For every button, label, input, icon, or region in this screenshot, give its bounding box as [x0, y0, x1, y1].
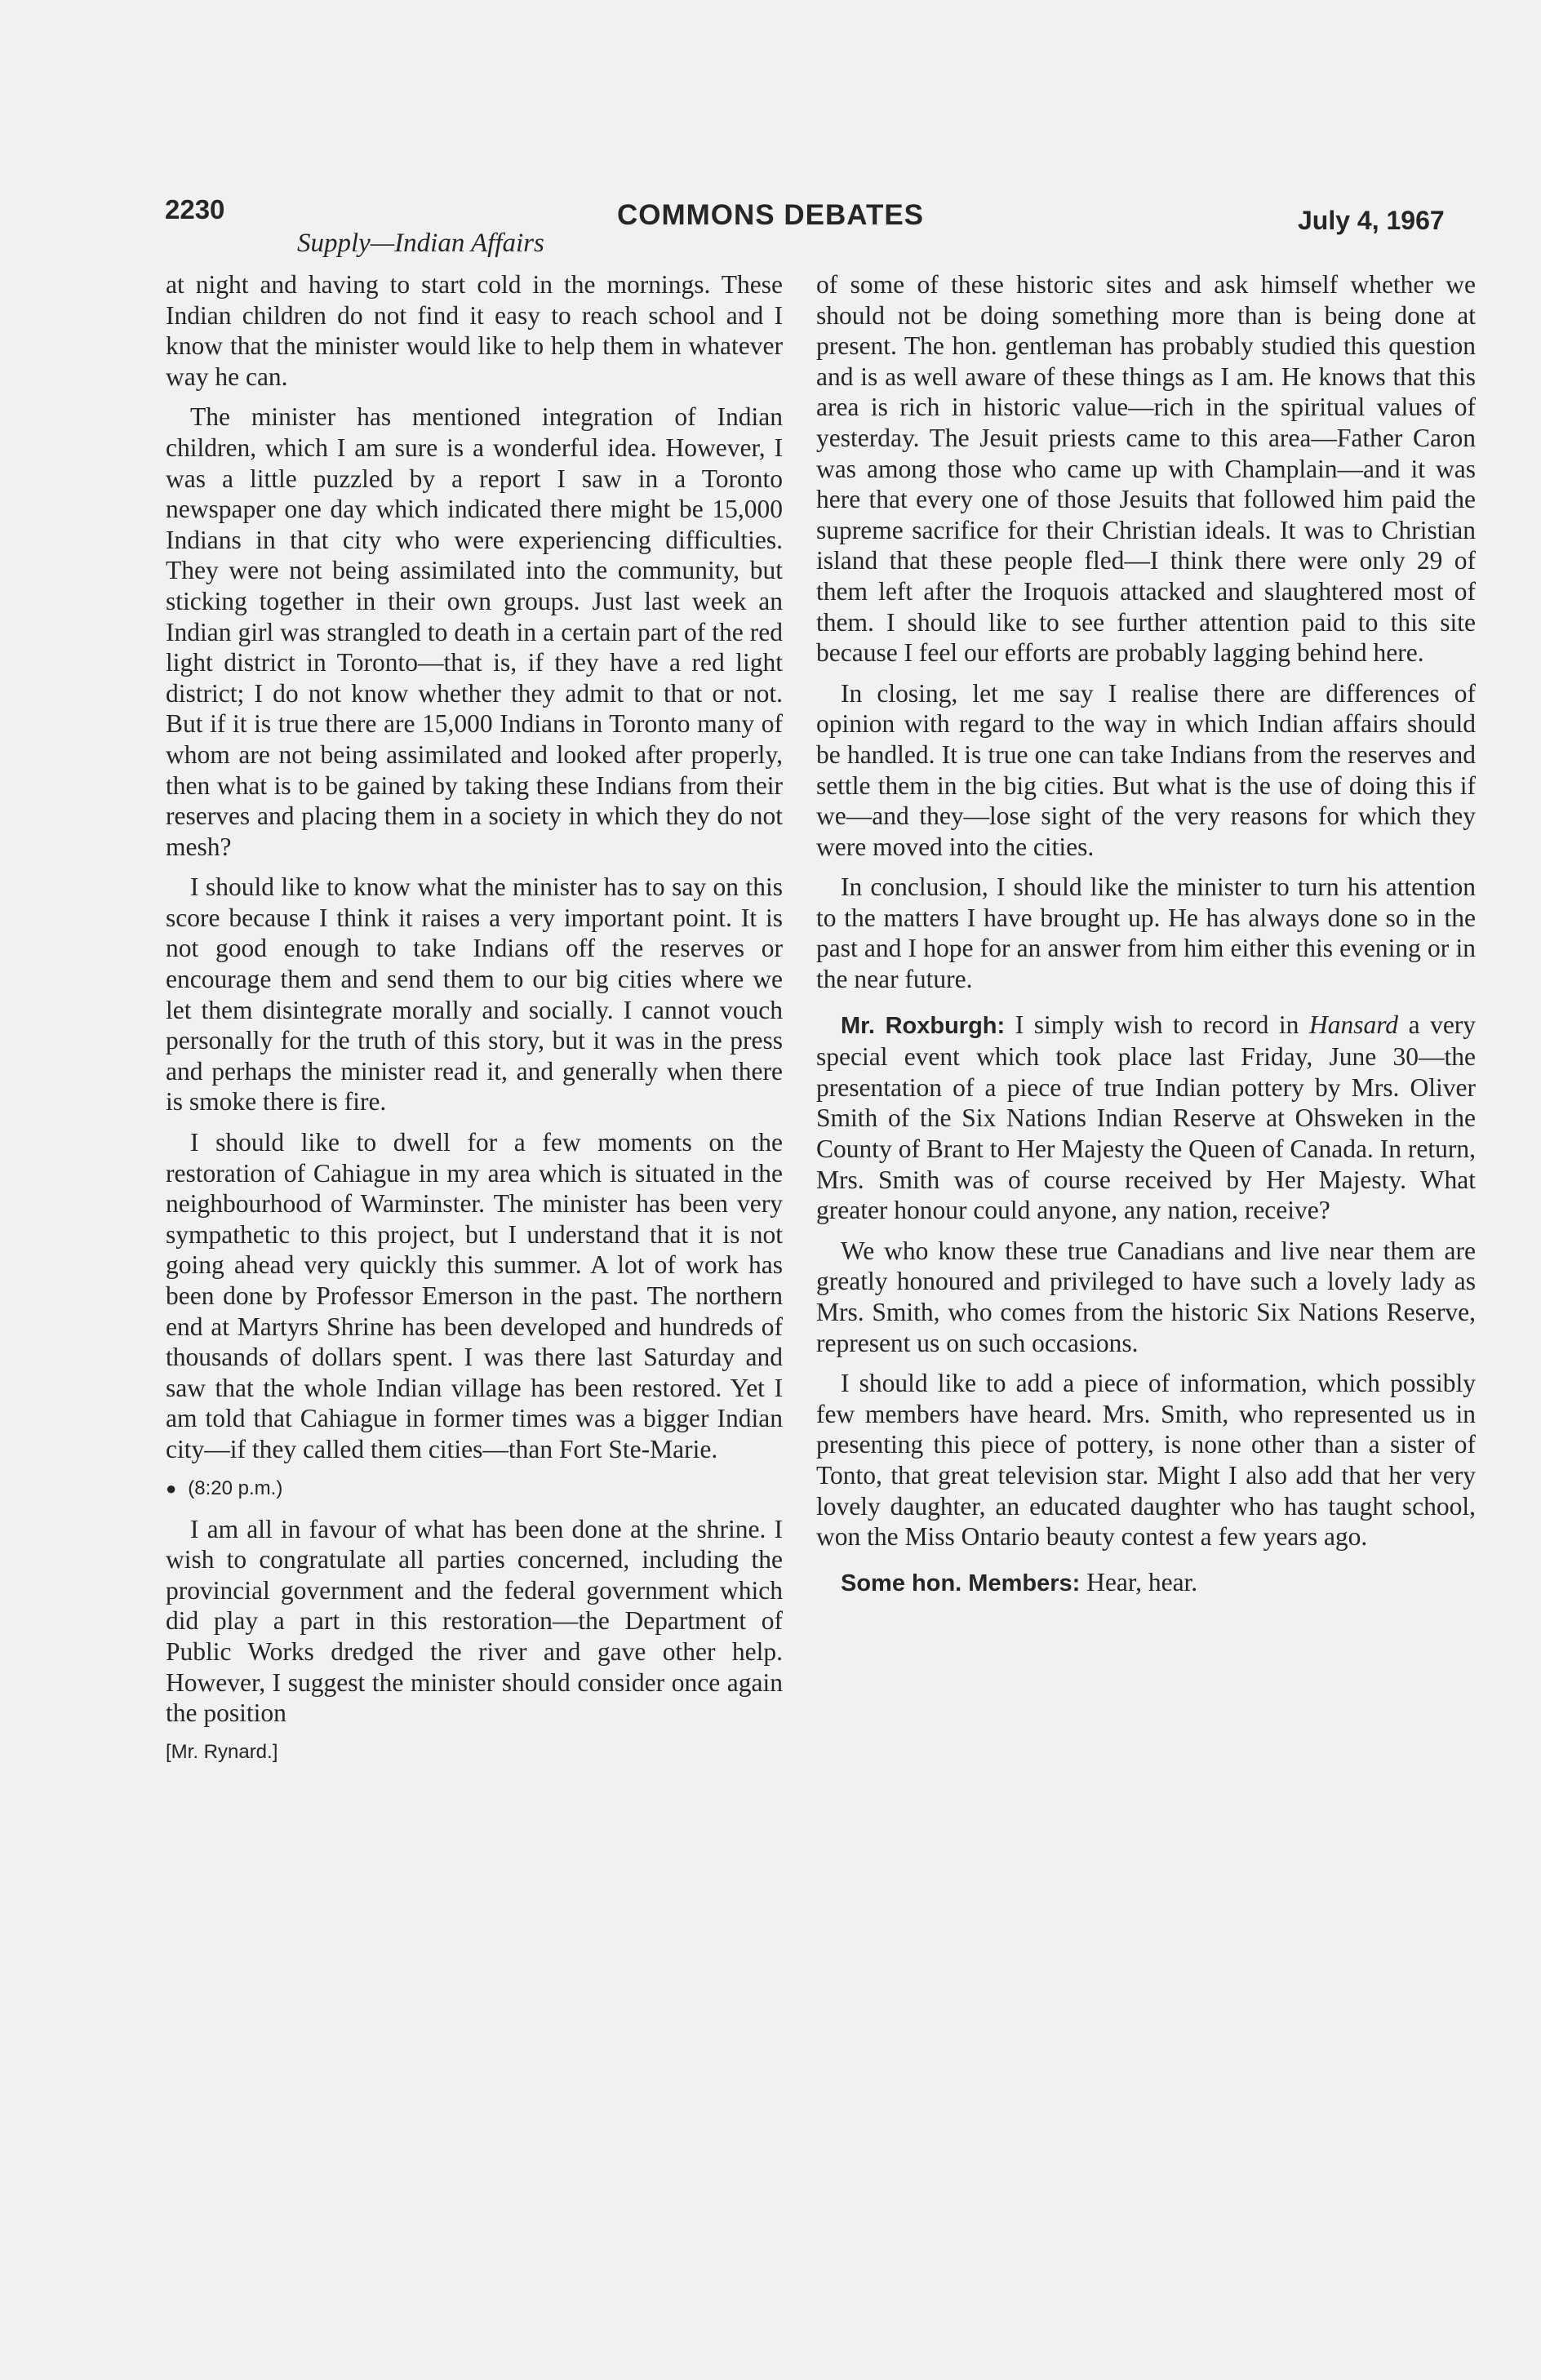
journal-title: COMMONS DEBATES — [616, 199, 925, 231]
roxburgh-text-1: I simply wish to record in — [1015, 1010, 1299, 1039]
left-paragraph-5: I am all in favour of what has been done at the shrine. I wish to congratulate all parties concerned, including the provincial government and the federal government which did play a part in this restoration—the Department of Public Works dredged the river and gave other help. However, I suggest the minister should consider once again the position — [166, 1514, 783, 1728]
left-paragraph-1: at night and having to start cold in the mornings. These Indian children do not find it easy to reach school and I know that the minister would like to help them in whatever way he can. — [166, 270, 783, 391]
right-paragraph-1: of some of these historic sites and ask himself whether we should not be doing something more than is being done at present. The hon. gentleman has probably studied this question and is as well aware of these things as I am. He knows that this area is rich in historic value—rich in the spiritual values of yesterday. The Jesuit priests came to this area—Father Caron was among those who came up with Champlain—and it was here that every one of those Jesuits that followed him paid the supreme sacrifice for their Christian ideals. It was to Christian island that these people fled—I think there were only 29 of them left after the Iroquois attacked and slaughtered most of them. I should like to see further attention paid to this site because I feel our efforts are probably lagging behind here. — [816, 270, 1476, 668]
right-paragraph-5: We who know these true Canadians and live near them are greatly honoured and privileged to have such a lovely lady as Mrs. Smith, who comes from the historic Six Nations Reserve, represent us on such occasions. — [816, 1236, 1476, 1357]
right-column — [816, 269, 1476, 1599]
page-number: 2230 — [165, 194, 225, 224]
issue-date: July 4, 1967 — [1298, 206, 1445, 235]
left-paragraph-2: The minister has mentioned integration of Indian children, which I am sure is a wonderful idea. However, I was a little puzzled by a report I saw in a Toronto newspaper one day which indicated there might be 15,000 Indians in that city who were experiencing difficulties. They were not being assimilated into the community, but sticking together in their own groups. Just last week an Indian girl was strangled to death in a certain part of the red light district in Toronto—that is, if they have a red light district; I do not know whether they admit to that or not. But if it is true there are 15,000 Indians in Toronto many of whom are not being assimilated and looked after properly, then what is to be gained by taking these Indians from their reserves and placing them in a society in which they do not mesh? — [166, 402, 783, 861]
roxburgh-statement — [816, 1010, 1476, 1226]
hansard-title: Hansard — [1308, 1010, 1399, 1039]
members-response-text: Hear, hear. — [1086, 1567, 1198, 1596]
members-response — [816, 1567, 1476, 1600]
speaker-footnote: [Mr. Rynard.] — [166, 1740, 278, 1763]
bullet-icon: ● — [166, 1477, 177, 1499]
speaker-roxburgh: Mr. Roxburgh: — [841, 1012, 1006, 1039]
section-subtitle: Supply—Indian Affairs — [297, 229, 544, 258]
time-stamp-text: (8:20 p.m.) — [188, 1476, 283, 1499]
roxburgh-text-2: a very special event which took place last Friday, June 30—the presentation of a piece of true Indian pottery by Mrs. Oliver Smith of the Six Nations Indian Reserve at Ohsweken in the County of Brant to Her Majesty the Queen of Canada. In return, Mrs. Smith was of course received by Her Majesty. What greater honour could anyone, any nation, receive? — [816, 1010, 1477, 1225]
left-paragraph-3: I should like to know what the minister has to say on this score because I think it raises a very important point. It is not good enough to take Indians off the reserves or encourage them and send them to our big cities where we let them disintegrate morally and socially. I cannot vouch personally for the truth of this story, but it was in the press and perhaps the minister read it, and generally when there is smoke there is fire. — [166, 873, 783, 1117]
time-stamp — [166, 1476, 783, 1501]
left-paragraph-4: I should like to dwell for a few moments on the restoration of Cahiague in my area which is situated in the neighbourhood of Warminster. The minister has been very sympathetic to this project, but I understand that it is not going ahead very quickly this summer. A lot of work has been done by Professor Emerson in the past. The northern end at Martyrs Shrine has been developed and hundreds of thousands of dollars spent. I was there last Saturday and saw that the whole Indian village has been restored. Yet I am told that Cahiague in former times was a bigger Indian city—if they called them cities—than Fort Ste-Marie. — [166, 1128, 783, 1463]
right-paragraph-6: I should like to add a piece of information, which possibly few members have heard. Mrs. Smith, who represented us in presenting this piece of pottery, is none other than a sister of Tonto, that great television star. Might I also add that her very lovely daughter, an educated daughter who has taught school, won the Miss Ontario beauty contest a few years ago. — [816, 1369, 1476, 1552]
right-paragraph-2: In closing, let me say I realise there are differences of opinion with regard to the way in which Indian affairs should be handled. It is true one can take Indians from the reserves and settle them in the big cities. But what is the use of doing this if we—and they—lose sight of the very reasons for which they were moved into the cities. — [816, 678, 1476, 861]
left-column — [166, 269, 783, 1765]
right-paragraph-3: In conclusion, I should like the minister to turn his attention to the matters I have brought up. He has always done so in the past and I hope for an answer from him either this evening or in the near future. — [816, 873, 1476, 994]
speaker-members: Some hon. Members: — [841, 1570, 1081, 1596]
